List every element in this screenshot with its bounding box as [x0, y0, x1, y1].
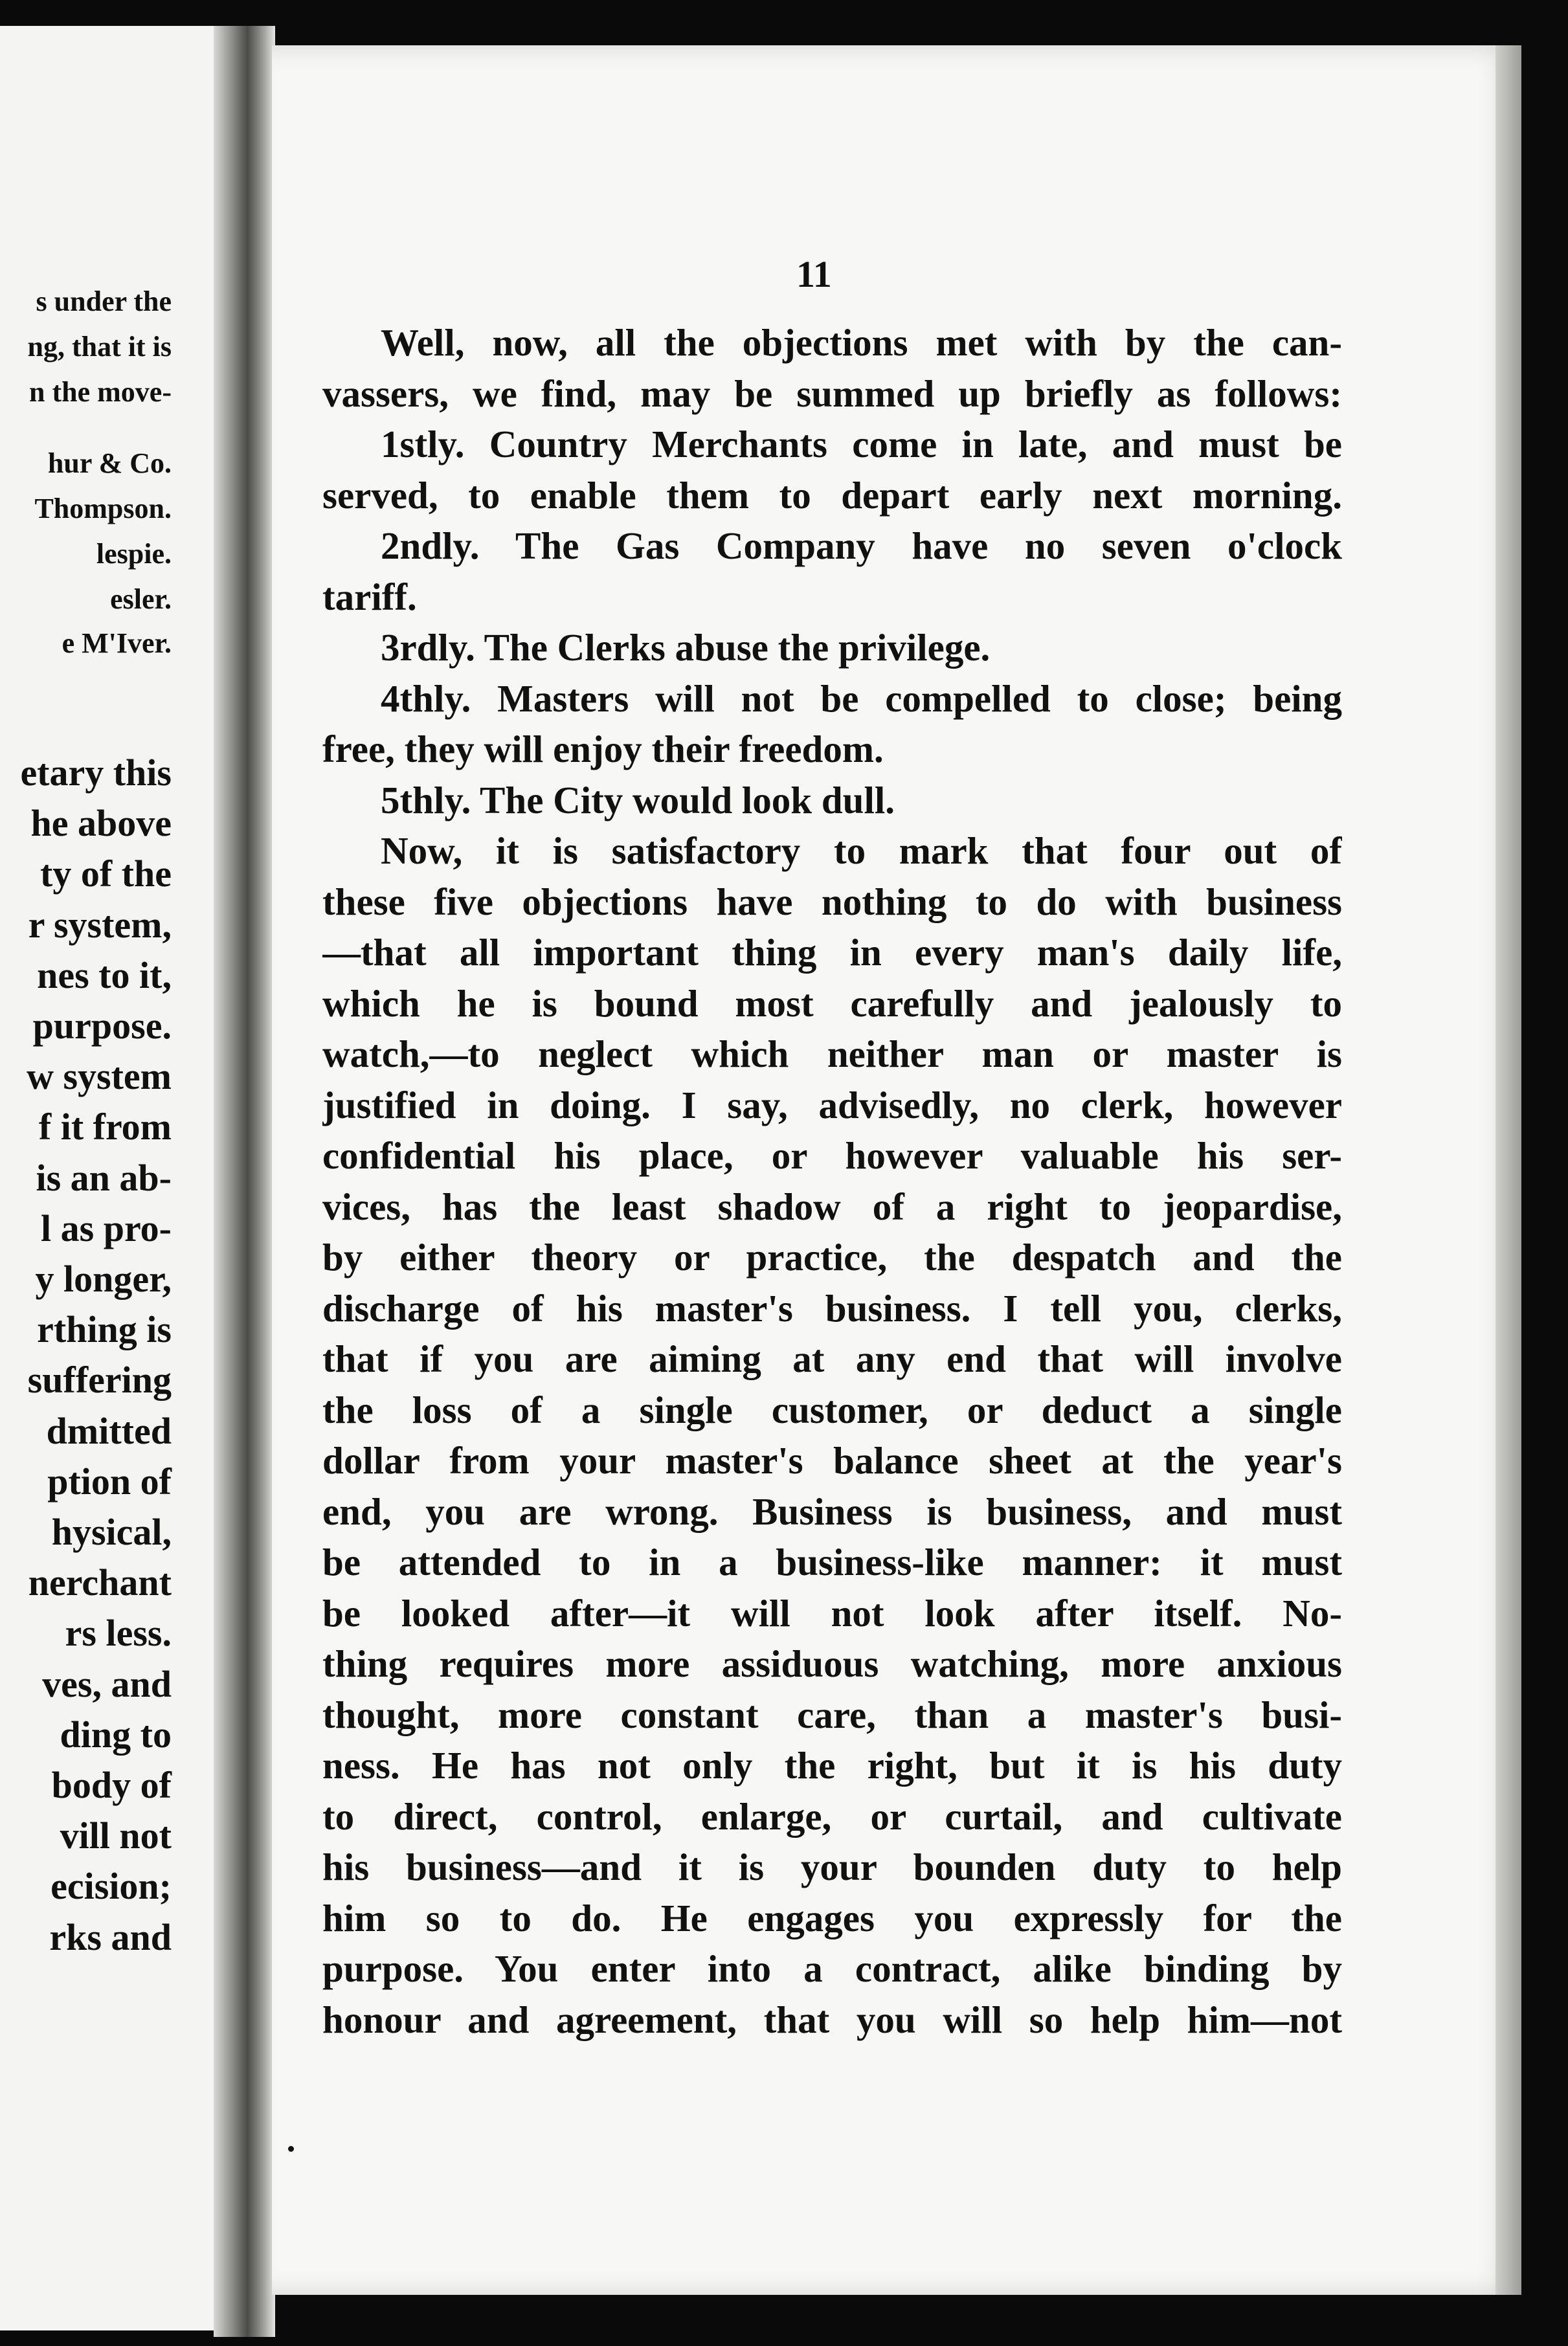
previous-page-line: e M'Iver. — [62, 627, 172, 659]
text-line: Well, now, all the objections met with by the can- — [381, 321, 1342, 364]
text-line: watch,—to neglect which neither man or master is — [322, 1033, 1342, 1075]
text-line: confidential his place, or however valuable his ser- — [322, 1134, 1342, 1177]
previous-page-line: vill not — [60, 1815, 172, 1857]
text-line: served, to enable them to depart early next morning. — [322, 473, 1342, 517]
ink-speck — [288, 2146, 294, 2152]
previous-page-line: etary this — [20, 752, 172, 794]
text-line: dollar from your master's balance sheet at the year's — [322, 1439, 1342, 1482]
text-line: vices, has the least shadow of a right to jeopardise, — [322, 1185, 1342, 1228]
text-line: be attended to in a business-like manner: it must — [322, 1541, 1342, 1583]
text-line: 4thly. Masters will not be compelled to close; being — [381, 676, 1342, 720]
page-number: 11 — [796, 253, 832, 295]
text-line: discharge of his master's business. I tell you, clerks, — [322, 1286, 1342, 1330]
text-line: ness. He has not only the right, but it is his duty — [322, 1744, 1342, 1787]
text-line: tariff. — [322, 575, 417, 618]
current-page — [272, 45, 1521, 2295]
text-line: free, they will enjoy their freedom. — [322, 728, 884, 770]
previous-page-line: l as pro- — [41, 1207, 172, 1249]
previous-page-line: n the move- — [29, 376, 172, 408]
text-line: honour and agreement, that you will so help him—not — [322, 1998, 1342, 2041]
text-line: that if you are aiming at any end that will involve — [322, 1337, 1342, 1380]
text-line: thing requires more assiduous watching, more anxious — [322, 1642, 1342, 1685]
body-text — [322, 317, 1342, 2045]
previous-page-line: esler. — [110, 583, 172, 615]
text-line: the loss of a single customer, or deduct a single — [322, 1388, 1342, 1431]
previous-page-fragment — [0, 26, 223, 2330]
text-line: vassers, we find, may be summed up briefly as follows: — [322, 372, 1342, 415]
text-line: by either theory or practice, the despatch and the — [322, 1236, 1342, 1279]
text-line: him so to do. He engages you expressly for the — [322, 1896, 1342, 1939]
previous-page-line: purpose. — [32, 1005, 172, 1047]
previous-page-line: ecision; — [50, 1865, 172, 1908]
page-edge — [1495, 45, 1521, 2295]
previous-page-line: hysical, — [51, 1511, 172, 1553]
previous-page-line: dmitted — [46, 1409, 172, 1452]
text-line: Now, it is satisfactory to mark that four out of — [381, 829, 1342, 872]
previous-page-line: ves, and — [42, 1662, 172, 1705]
previous-page-line: ding to — [60, 1713, 172, 1756]
previous-page-line: r system, — [28, 903, 172, 946]
previous-page-line: hur & Co. — [47, 447, 172, 479]
previous-page-line: lespie. — [96, 538, 172, 570]
text-line: 3rdly. The Clerks abuse the privilege. — [381, 626, 991, 669]
text-line: be looked after—it will not look after itself. No- — [322, 1591, 1342, 1635]
text-line: these five objections have nothing to do with business — [322, 880, 1342, 923]
previous-page-line: f it from — [38, 1106, 172, 1148]
text-line: —that all important thing in every man's daily life, — [322, 931, 1342, 974]
previous-page-line: nes to it, — [37, 954, 172, 996]
text-line: purpose. You enter into a contract, alike binding by — [322, 1947, 1342, 1990]
previous-page-line: y longer, — [35, 1258, 172, 1300]
previous-page-line: body of — [51, 1764, 172, 1806]
previous-page-line: suffering — [27, 1359, 172, 1402]
text-line: justified in doing. I say, advisedly, no clerk, however — [322, 1083, 1342, 1126]
book-gutter — [214, 26, 275, 2337]
previous-page-line: he above — [30, 802, 172, 845]
previous-page-line: ng, that it is — [27, 331, 172, 363]
previous-page-line: w system — [27, 1055, 172, 1098]
previous-page-line: nerchant — [28, 1561, 172, 1604]
previous-page-line: rks and — [49, 1916, 172, 1958]
text-line: which he is bound most carefully and jealously to — [322, 981, 1342, 1025]
text-line: thought, more constant care, than a master's busi- — [322, 1693, 1342, 1736]
previous-page-line: rthing is — [37, 1308, 172, 1351]
text-line: 5thly. The City would look dull. — [381, 778, 895, 821]
previous-page-line: s under the — [36, 285, 172, 317]
text-line: 1stly. Country Merchants come in late, and must be — [381, 423, 1342, 465]
text-line: end, you are wrong. Business is business, and must — [322, 1490, 1342, 1533]
text-line: 2ndly. The Gas Company have no seven o'clock — [381, 524, 1342, 567]
previous-page-line: rs less. — [65, 1612, 172, 1655]
text-line: to direct, control, enlarge, or curtail, and cultivate — [322, 1794, 1342, 1838]
previous-page-line: Thompson. — [34, 493, 172, 524]
previous-page-line: ption of — [47, 1460, 172, 1503]
previous-page-line: ty of the — [40, 853, 172, 895]
previous-page-line: is an ab- — [36, 1156, 172, 1199]
text-line: his business—and it is your bounden duty to help — [322, 1846, 1342, 1888]
